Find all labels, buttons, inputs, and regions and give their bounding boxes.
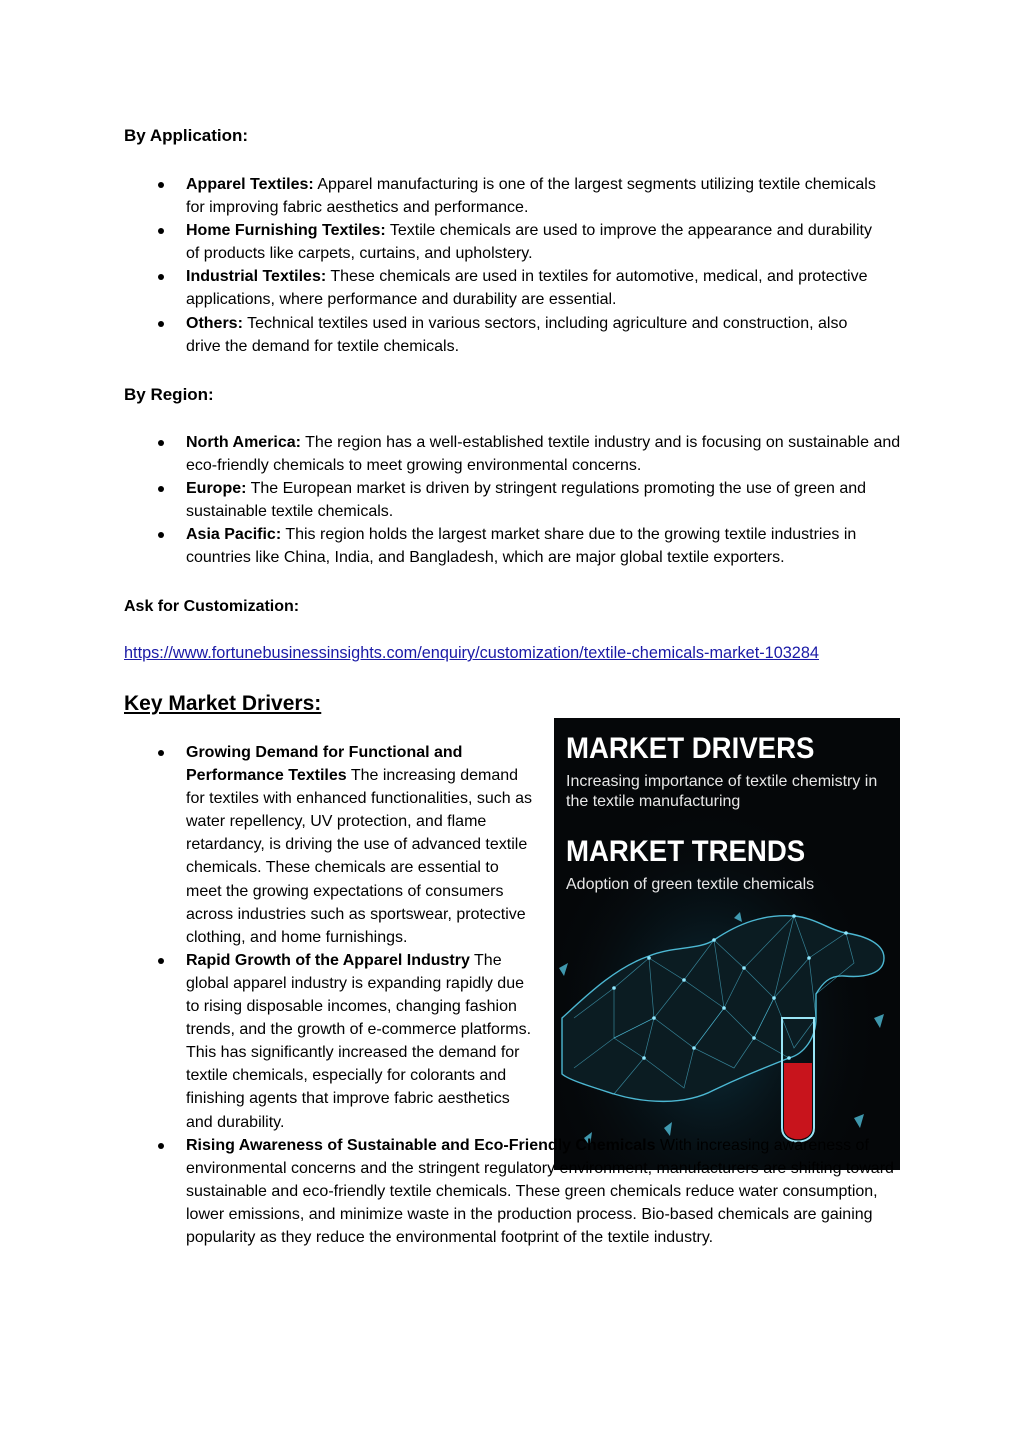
customization-link[interactable]: https://www.fortunebusinessinsights.com/enquiry/customization/textile-chemicals-market-103284 bbox=[124, 644, 819, 662]
list-item bbox=[186, 1134, 900, 1249]
item-text: The region has a well-established textile industry and is focusing on sustainable and eco-friendly chemicals to meet growing environmental concerns. bbox=[186, 434, 901, 475]
item-label: Asia Pacific: bbox=[186, 526, 282, 544]
list-item bbox=[186, 265, 876, 311]
list-item bbox=[186, 219, 876, 265]
item-label: Europe: bbox=[186, 480, 247, 498]
list-item bbox=[186, 312, 876, 358]
item-text: Apparel manufacturing is one of the largest segments utilizing textile chemicals for improving fabric aesthetics and performance. bbox=[186, 176, 876, 217]
list-item bbox=[186, 741, 538, 949]
market-drivers-title: MARKET DRIVERS bbox=[566, 732, 815, 765]
list-item bbox=[186, 523, 906, 569]
item-text: The European market is driven by stringent regulations promoting the use of green and sustainable textile chemicals. bbox=[186, 480, 867, 521]
item-label: Apparel Textiles: bbox=[186, 176, 314, 193]
market-trends-title: MARKET TRENDS bbox=[566, 835, 806, 868]
list-item bbox=[186, 431, 906, 477]
region-list bbox=[186, 431, 906, 570]
key-market-drivers-heading: Key Market Drivers: bbox=[124, 692, 322, 715]
item-label: North America: bbox=[186, 434, 301, 451]
item-text: The global apparel industry is expanding rapidly due to rising disposable incomes, changing fashion trends, and the growth of e-commerce platforms. This has significantly increased the demand for textile chemicals, especially for colorants and finishing agents that improve fabric aesthetics and durability. bbox=[186, 951, 532, 1131]
market-drivers-subtitle: Increasing importance of textile chemistry in the textile manufacturing bbox=[566, 773, 878, 810]
market-trends-subtitle: Adoption of green textile chemicals bbox=[566, 876, 815, 893]
list-item bbox=[186, 477, 906, 523]
item-text: Technical textiles used in various sectors, including agriculture and construction, also drive the demand for textile chemicals. bbox=[186, 314, 848, 355]
application-list bbox=[186, 173, 876, 358]
item-label: Rising Awareness of Sustainable and Eco-Friendly Chemicals bbox=[186, 1136, 656, 1154]
item-text: This region holds the largest market share due to the growing textile industries in countries like China, India, and Bangladesh, which are major global textile exporters. bbox=[186, 526, 857, 567]
item-text: These chemicals are used in textiles for automotive, medical, and protective applications, where performance and durability are essential. bbox=[186, 268, 868, 309]
key-drivers-list bbox=[186, 741, 900, 1249]
by-region-heading: By Region: bbox=[124, 385, 214, 404]
customization-heading: Ask for Customization: bbox=[124, 598, 300, 615]
by-application-heading: By Application: bbox=[124, 126, 249, 145]
item-label: Growing Demand for Functional and Performance Textiles bbox=[186, 744, 463, 785]
item-label: Home Furnishing Textiles: bbox=[186, 222, 386, 240]
list-item bbox=[186, 173, 876, 219]
item-text: The increasing demand for textiles with enhanced functionalities, such as water repellency, UV protection, and flame retardancy, is driving the use of advanced textile chemicals. These chemicals are essential to meet the growing expectations of consumers across industries such as sportswear, protective clothing, and home furnishings. bbox=[186, 767, 532, 946]
list-item bbox=[186, 949, 538, 1134]
item-label: Rapid Growth of the Apparel Industry bbox=[186, 951, 470, 969]
item-text: Textile chemicals are used to improve the appearance and durability of products like carpets, curtains, and upholstery. bbox=[186, 222, 872, 263]
item-text: With increasing awareness of environmental concerns and the stringent regulatory environment, manufacturers are shifting toward sustainable and eco-friendly textile chemicals. These green chemicals reduce water consumption, lower emissions, and minimize waste in the production process. Bio-based chemicals are gaining popularity as they reduce the environmental footprint of the textile industry. bbox=[186, 1136, 894, 1246]
item-label: Industrial Textiles: bbox=[186, 268, 327, 286]
item-label: Others: bbox=[186, 314, 243, 332]
